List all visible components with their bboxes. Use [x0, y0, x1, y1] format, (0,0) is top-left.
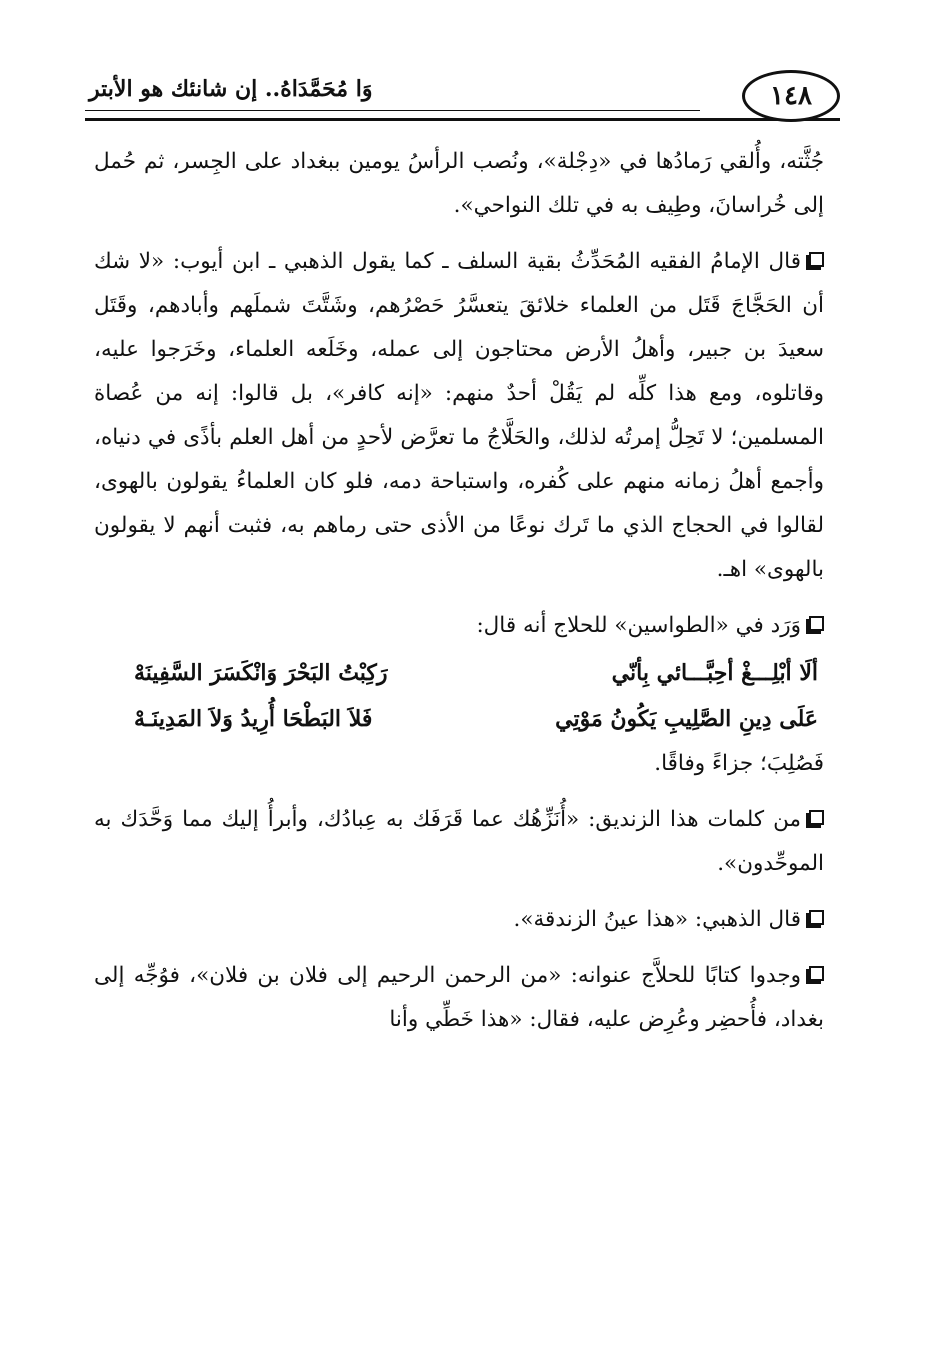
verse-second-hemistich: رَكِبْتُ البَحْرَ وَانْكَسَرَ السَّفِينَهْ: [134, 660, 388, 686]
verse-line: [94, 650, 824, 696]
paragraph: جُثَّته، وأُلقي رَمادُها في «دِجْلة»، ونُصب الرأسُ يومين ببغداد على الجِسر، ثم حُمل إلى خُراسانَ، وطِيف به في تلك النواحي».: [94, 149, 824, 218]
body-text: [94, 140, 824, 1042]
running-title: وَا مُحَمَّدَاهُ.. إن شانئك هو الأبتر: [89, 76, 373, 102]
verse-second-hemistich: فَلاَ البَطْحَا أُرِيدُ وَلاَ المَدِينَـهْ: [134, 706, 373, 732]
verse-first-hemistich: ألَا أبْلِـــغْ أحِبَّـــائي بِأنّي: [611, 660, 818, 686]
header-rule: [85, 118, 840, 121]
paragraph: وجدوا كتابًا للحلاَّج عنوانه: «من الرحمن الرحيم إلى فلان بن فلان»، فوُجِّه إلى بغداد، فأُحضِر وعُرِض عليه، فقال: «هذا خَطِّي وأنا: [94, 954, 824, 1042]
page-number: ١٤٨: [770, 81, 812, 111]
paragraph: قال الذهبي: «هذا عينُ الزندقة».: [94, 898, 824, 942]
paragraph: قال الإمامُ الفقيه المُحَدِّثُ بقية السلف ـ كما يقول الذهبي ـ ابن أيوب: «لا شك أن الحَجَّاجَ قَتَل من العلماء خلائقَ يتعسَّرُ حَصْرُهم، وشَتَّتَ شملَهم وأبادهم، وقَتَل سعيدَ بن جبير، وأهلُ الأرض محتاجون إلى عمله، وخَلَعه العلماء، وخَرَجوا عليه، وقاتلوه، ومع هذا كلِّه لم يَقُلْ أحدٌ منهم: «إنه كافر»، بل قالوا: إنه من عُصاة المسلمين؛ لا تَحِلُّ إمرتُه لذلك، والحَلَّاجُ ما تعرَّض لأحدٍ من أهل العلم بأذًى في دنياه، وأجمع أهلُ زمانه منهم على كُفره، واستباحة دمه، فلو كان العلماءُ يقولون بالهوى، لقالوا في الحجاج الذي ما تَرك نوعًا من الأذى حتى رماهم به، فثبت أنهم لا يقولون بالهوى» اهـ.: [94, 240, 824, 592]
verse-first-hemistich: عَلَى دِينِ الصَّلِيبِ يَكُونُ مَوْتِي: [555, 706, 818, 732]
page-number-badge: [742, 70, 840, 122]
paragraph: وَرَد في «الطواسين» للحلاج أنه قال:: [94, 604, 824, 648]
poem-verses: [94, 650, 824, 742]
header-thin-rule: [85, 110, 700, 111]
page-header: [85, 64, 840, 122]
verse-line: [94, 696, 824, 742]
paragraph: فَصُلِبَ؛ جزاءً وفاقًا.: [654, 751, 824, 776]
paragraph: من كلمات هذا الزنديق: «أُنَزِّهُك عما قَرَفَك به عِبادُك، وأبرأُ إليك مما وَحَّدَك به الموحِّدون».: [94, 798, 824, 886]
